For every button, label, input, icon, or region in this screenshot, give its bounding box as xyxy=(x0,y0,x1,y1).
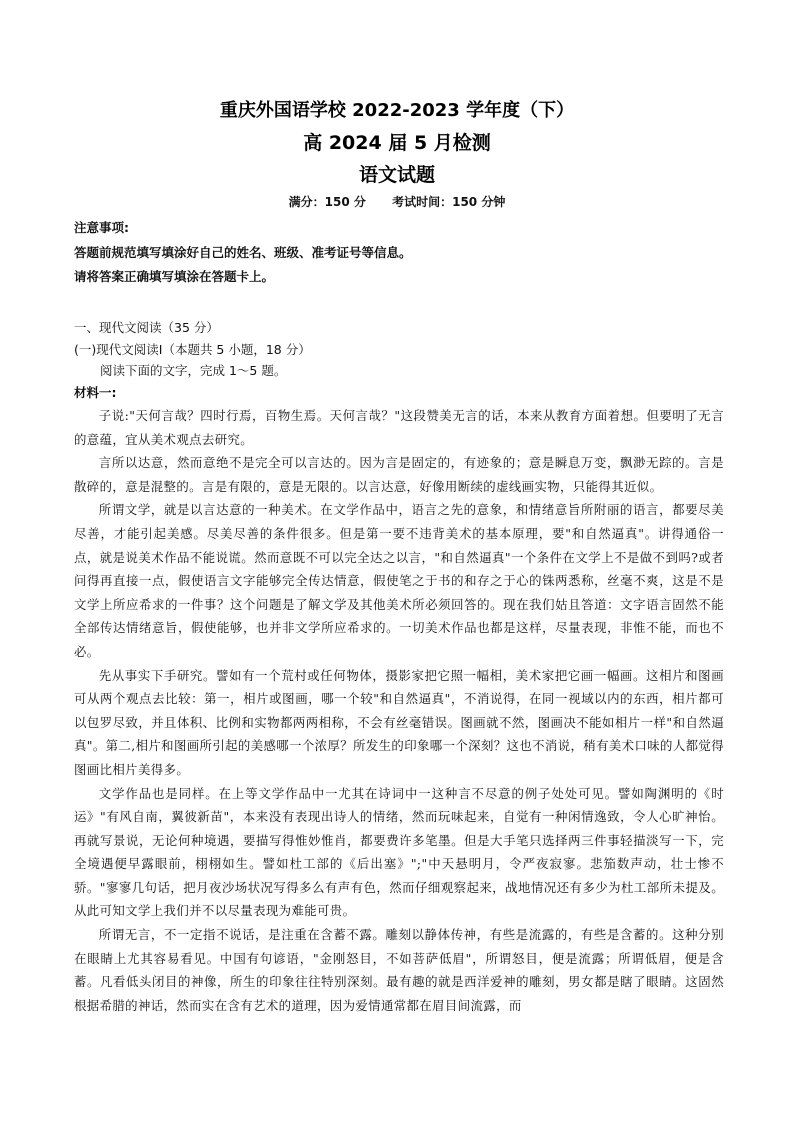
subsection-heading: (一)现代文阅读Ⅰ（本题共 5 小题，18 分） xyxy=(74,342,311,357)
material-label: 材料一: xyxy=(74,385,117,400)
exam-title-subject: 语文试题 xyxy=(358,164,435,186)
notice-heading: 注意事项: xyxy=(74,220,129,235)
passage-paragraph: 所谓文学，就是以言达意的一种美术。在文学作品中，语言之先的意象，和情绪意旨所附丽的语言，都要尽美尽善，才能引起美感。尽美尽善的条件很多。但是第一要不违背美术的基本原理，要"和自然逼真"。讲得通俗一点，就是说美术作品不能说谎。然而意既不可以完全达之以言，"和自然逼真"一个条件在文学上不是做不到吗?或者问得再直接一点，假使语言文字能够完全传达情意，假使笔之于书的和存之于心的铢两悉称，丝毫不爽，这是不是文学上所应希求的一件事？这个问题是了解文学及其他美术所必须回答的。现在我们姑且答道：文字语言固然不能全部传达情绪意旨，假使能够，也并非文学所应希求的。一切美术作品也都是这样，尽量表现，非惟不能，而也不必。 xyxy=(74,502,724,659)
notice-item-2: 请将答案正确填写填涂在答题卡上。 xyxy=(74,269,275,284)
exam-meta xyxy=(0,193,794,210)
passage-paragraph: 先从事实下手研究。譬如有一个荒村或任何物体，摄影家把它照一幅相，美术家把它画一幅画。这相片和图画可从两个观点去比较：第一，相片或图画，哪一个较"和自然逼真"，不消说得，在同一视域以内的东西，相片都可以包罗尽致，并且体积、比例和实物都两两相称，不会有丝毫错误。图画就不然，图画决不能如相片一样"和自然逼真"。第二,相片和图画所引起的美感哪一个浓厚？所发生的印象哪一个深刻？这也不消说，稍有美术口味的人都觉得图画比相片美得多。 xyxy=(74,667,724,777)
passage-paragraph: 言所以达意，然而意绝不是完全可以言达的。因为言是固定的，有迹象的；意是瞬息万变，飘渺无踪的。言是散碎的，意是混整的。言是有限的，意是无限的。以言达意，好像用断续的虚线画实物，只能得其近似。 xyxy=(74,455,724,494)
passage-paragraph: 文学作品也是同样。在上等文学作品中一尤其在诗词中一这种言不尽意的例子处处可见。譬如陶渊明的《时运》"有风自南，翼彼新苗"，本来没有表现出诗人的情绪，然而玩味起来，自觉有一种闲情逸致，令人心旷神怡。再就写景说，无论何种境遇，要描写得惟妙惟肖，都要费许多笔墨。但是大手笔只选择两三件事轻描淡写一下，完全境遇便早露眼前，栩栩如生。譬如杜工部的《后出塞》";"中天悬明月，令严夜寂寥。悲笳数声动，壮士惨不骄。"寥寥几句话，把月夜沙场状况写得多么有声有色，然而仔细观察起来，战地情况还有多少为杜工部所未提及。从此可知文学上我们并不以尽量表现为难能可贵。 xyxy=(74,785,724,919)
section-heading: 一、现代文阅读（35 分） xyxy=(74,320,219,335)
passage-paragraph: 所谓无言，不一定指不说话，是注重在含蓄不露。雕刻以静体传神，有些是流露的，有些是含蓄的。这种分别在眼睛上尤其容易看见。中国有句谚语，"金刚怒目，不如菩萨低眉"，所谓怒目，便是流露；所谓低眉，便是含蓄。凡看低头闭目的神像，所生的印象往往特别深刻。最有趣的就是西洋爱神的雕刻，男女都是瞎了眼睛。这固然根据希腊的神话，然而实在含有艺术的道理，因为爱情通常都在眉目间流露，而 xyxy=(74,927,724,1013)
reading-instruction: 阅读下面的文字，完成 1～5 题。 xyxy=(100,363,287,378)
full-score: 满分：150 分 xyxy=(288,195,366,209)
notice-item-1: 答题前规范填写填涂好自己的姓名、班级、准考证号等信息。 xyxy=(74,245,412,260)
passage-paragraph: 子说:"天何言哉？四时行焉，百物生焉。天何言哉？"这段赞美无言的话，本来从教育方面着想。但要明了无言的意蕴，宜从美术观点去研究。 xyxy=(74,408,724,447)
exam-title-grade: 高 2024 届 5 月检测 xyxy=(303,132,491,154)
reading-passage xyxy=(74,404,724,1017)
exam-time: 考试时间：150 分钟 xyxy=(392,195,506,209)
exam-title-school: 重庆外国语学校 2022-2023 学年度（下） xyxy=(219,100,575,121)
